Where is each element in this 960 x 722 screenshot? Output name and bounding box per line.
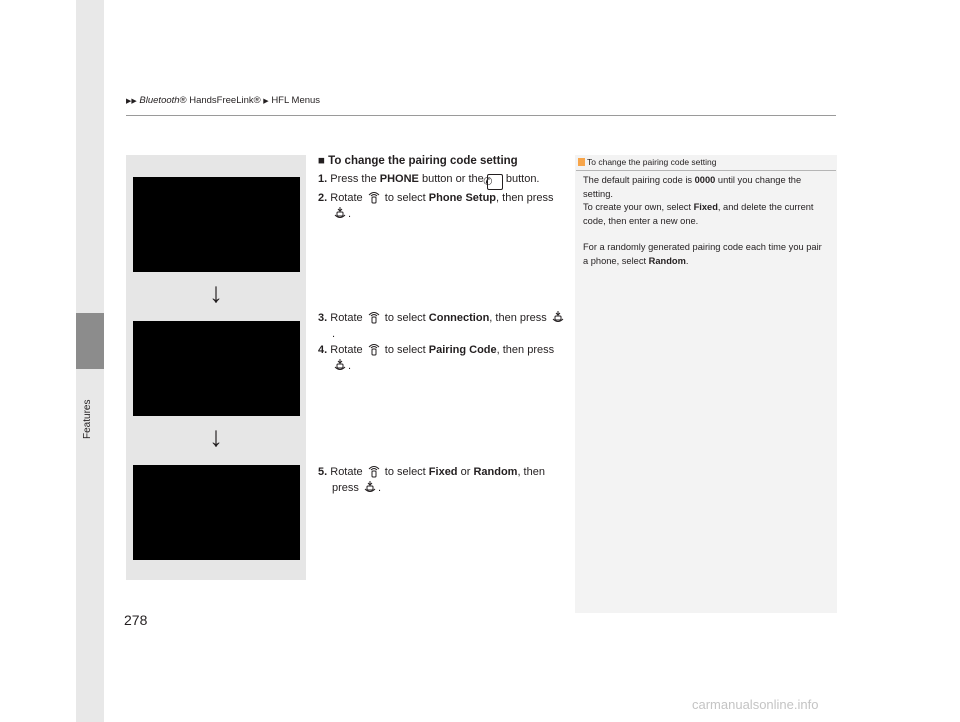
breadcrumb [126,95,320,106]
section-bullet-icon: ■ [318,155,325,167]
press-dial-icon [333,358,347,372]
press-dial-icon [333,206,347,220]
side-tab-marker [76,313,104,369]
page-number: 278 [124,612,148,628]
step-5: 5. Rotate to select Fixed or Random, then press . [318,466,545,494]
breadcrumb-arrow-icon: ▶ [263,98,269,105]
screen-image-connection [133,321,300,416]
press-dial-icon [551,310,565,324]
step-3: 3. Rotate to select Connection, then press . [318,310,568,342]
header-divider [126,115,836,116]
step-4: 4. Rotate to select Pairing Code, then press . [318,344,555,372]
side-tab-label: Features [82,399,93,439]
phone-icon: ✆ [487,174,503,190]
rotate-dial-icon [367,342,381,356]
steps-group-3 [318,464,568,496]
rotate-dial-icon [367,310,381,324]
note-title: To change the pairing code setting [578,157,716,167]
breadcrumb-arrow-icon: ▶▶ [126,98,137,105]
steps-group-1 [318,171,568,222]
rotate-dial-icon [367,464,381,478]
rotate-dial-icon [367,190,381,204]
screen-image-phone-setup [133,177,300,272]
note-body [583,174,828,268]
breadcrumb-item-hfl-menus[interactable]: HFL Menus [271,95,321,106]
steps-group-2 [318,310,568,374]
note-paragraph: For a randomly generated pairing code each time you pair a phone, select Random. [583,242,822,266]
step-1: 1. Press the PHONE button or the ✆ button. [318,173,540,188]
section-heading [318,155,518,167]
note-paragraph: The default pairing code is 0000 until you change the setting. [583,175,802,199]
section-title: To change the pairing code setting [328,155,518,167]
screen-image-pairing-code [133,465,300,560]
note-paragraph: To create your own, select Fixed, and delete the current code, then enter a new one. [583,202,814,226]
note-divider [576,170,836,171]
down-arrow-icon: ↓ [209,277,223,308]
down-arrow-icon: ↓ [209,421,223,452]
note-marker-icon [578,158,585,166]
watermark: carmanualsonline.info [692,697,819,712]
breadcrumb-item-bluetooth[interactable]: Bluetooth [139,95,180,106]
breadcrumb-item-hfl[interactable]: ® HandsFreeLink® [179,95,261,106]
step-2: 2. Rotate to select Phone Setup, then press . [318,192,554,220]
press-dial-icon [363,480,377,494]
